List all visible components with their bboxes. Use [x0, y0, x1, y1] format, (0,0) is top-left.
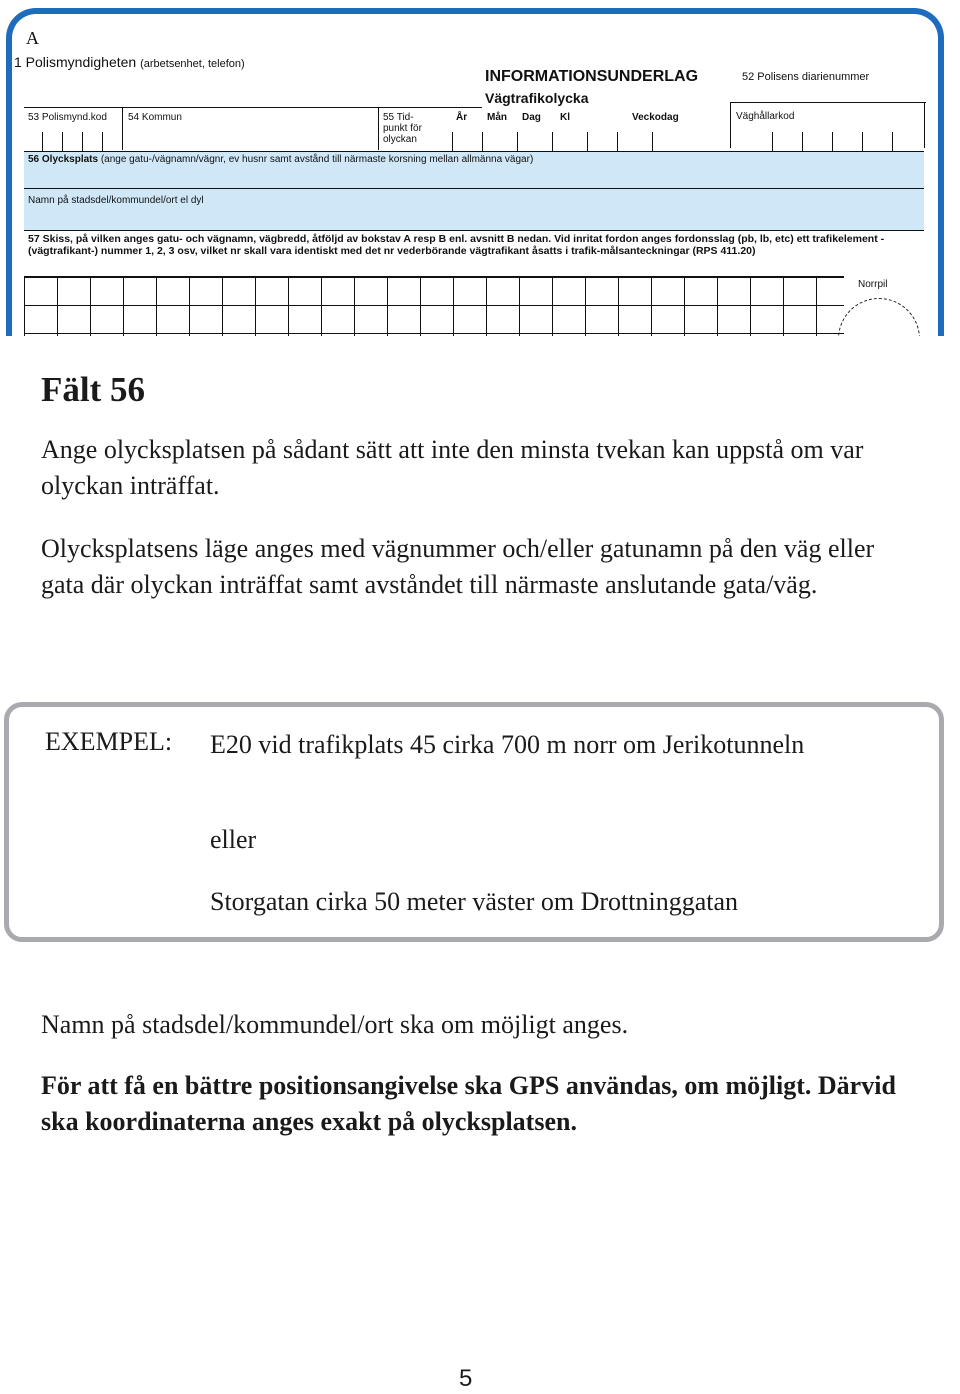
- form-district-field: Namn på stadsdel/kommundel/ort el dyl: [28, 195, 204, 206]
- form-subtitle: Vägtrafikolycka: [485, 90, 589, 106]
- form-field-55: 55 Tid- punkt för olyckan: [383, 112, 422, 145]
- example-label: EXEMPEL:: [45, 727, 173, 756]
- form-north-arrow-label: Norrpil: [858, 279, 888, 290]
- form-rule: [24, 107, 482, 108]
- form-rule: [730, 102, 926, 103]
- paragraph-location-method: Olycksplatsens läge anges med vägnummer och/eller gatunamn på den väg eller gata där olyckan inträffat samt avståndet till närmaste anslutande gata/väg.: [41, 534, 875, 599]
- form-corner-letter: A: [26, 28, 39, 48]
- form-field-57: 57 Skiss, på vilken anges gatu- och vägnamn, vägbredd, åtföljd av bokstav A resp B enl. avsnitt B nedan. Vid inritat fordon anges fordonsslag (pb, lb, etc) ett trafikelement - (vägtrafikant-) nummer 1, 2, 3 osv, vilket nr skall vara identiskt med det nr vederbörande vägtrafikant åsatts i trafik-målsanteckningar (RPS 411.20): [28, 233, 885, 257]
- form-col-month: Mån: [487, 112, 507, 123]
- form-diary-number: 52 Polisens diarienummer: [742, 71, 870, 83]
- example-box: [4, 702, 944, 942]
- form-col-day: Dag: [522, 112, 541, 123]
- form-rule: [924, 102, 925, 148]
- example-line-2: Storgatan cirka 50 meter väster om Drottninggatan: [210, 887, 739, 916]
- paragraph-location-instruction: Ange olycksplatsen på sådant sätt att inte den minsta tvekan kan uppstå om var olyckan inträffat.: [41, 435, 864, 500]
- compass-icon: [838, 298, 920, 336]
- paragraph-gps: För att få en bättre positionsangivelse ska GPS användas, om möjligt. Därvid ska koordinaterna anges exakt på olycksplatsen.: [41, 1071, 896, 1136]
- example-or: eller: [210, 825, 257, 854]
- form-col-hour: Kl: [560, 112, 570, 123]
- form-field-56: 56 Olycksplats (ange gatu-/vägnamn/vägnr, ev husnr samt avstånd till närmaste korsning mellan allmänna vägar): [28, 154, 534, 165]
- page-number: 5: [459, 1365, 473, 1392]
- form-excerpt: [6, 8, 944, 336]
- form-field-54: 54 Kommun: [128, 112, 182, 123]
- form-col-weekday: Veckodag: [632, 112, 679, 123]
- form-rule: [24, 188, 924, 189]
- form-col-year: År: [456, 112, 468, 123]
- form-image: [12, 14, 938, 336]
- form-rule: [378, 108, 379, 150]
- form-sketch-grid: [24, 276, 844, 336]
- form-title: INFORMATIONSUNDERLAG: [485, 68, 699, 85]
- form-field-53: 53 Polismynd.kod: [28, 112, 107, 123]
- form-police-field: 1 Polismyndigheten (arbetsenhet, telefon): [14, 54, 245, 70]
- form-rule: [122, 108, 123, 150]
- form-rule: [730, 102, 731, 148]
- form-roadkeeper-field: Väghållarkod: [736, 111, 795, 122]
- example-line-1: E20 vid trafikplats 45 cirka 700 m norr om Jerikotunneln: [210, 730, 805, 759]
- page-title: Fält 56: [41, 370, 146, 409]
- paragraph-district: Namn på stadsdel/kommundel/ort ska om möjligt anges.: [41, 1010, 629, 1039]
